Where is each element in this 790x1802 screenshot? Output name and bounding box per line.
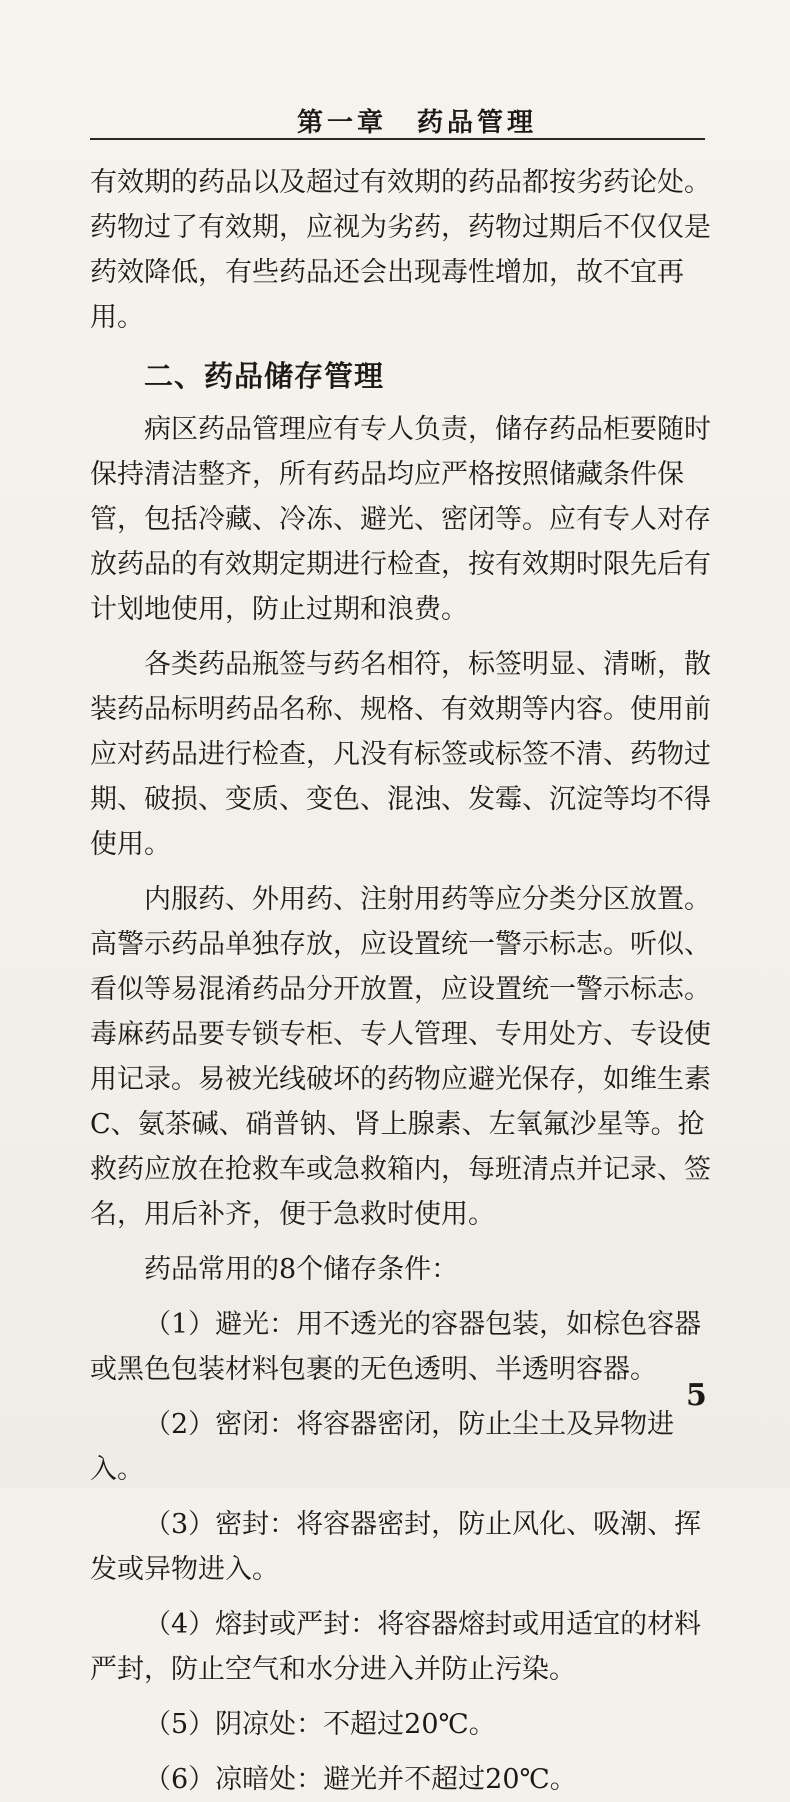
paragraph-ward-management: 病区药品管理应有专人负责，储存药品柜要随时保持清洁整齐，所有药品均应严格按照储藏条件保管，包括冷藏、冷冻、避光、密闭等。应有专人对存放药品的有效期定期进行检查，按有效期时限先后有计划地使用，防止过期和浪费。 [90, 414, 711, 625]
condition-item-1: （1）避光：用不透光的容器包装，如棕色容器或黑色包装材料包裹的无色透明、半透明容器。 [90, 1309, 702, 1385]
condition-item-6: （6）凉暗处：避光并不超过20℃。 [144, 1764, 577, 1795]
paragraph-classification: 内服药、外用药、注射用药等应分类分区放置。高警示药品单独存放，应设置统一警示标志。听似、看似等易混淆药品分开放置，应设置统一警示标志。毒麻药品要专锁专柜、专人管理、专用处方、专设使用记录。易被光线破坏的药物应避光保存，如维生素C、氨茶碱、硝普钠、肾上腺素、左氧氟沙星等。抢救药应放在抢救车或急救箱内，每班清点并记录、签名，用后补齐，便于急救时使用。 [90, 884, 711, 1230]
condition-item-5: （5）阴凉处：不超过20℃。 [144, 1709, 496, 1740]
body-text [90, 160, 720, 1802]
header-rule [90, 138, 705, 140]
condition-item-3: （3）密封：将容器密封，防止风化、吸潮、挥发或异物进入。 [90, 1509, 702, 1585]
section-heading: 二、药品储存管理 [144, 359, 385, 393]
condition-item-4: （4）熔封或严封：将容器熔封或用适宜的材料严封，防止空气和水分进入并防止污染。 [90, 1609, 702, 1685]
paragraph-storage-intro: 药品常用的8个储存条件： [144, 1254, 459, 1285]
paragraph-expiry: 有效期的药品以及超过有效期的药品都按劣药论处。药物过了有效期，应视为劣药，药物过期后不仅仅是药效降低，有些药品还会出现毒性增加，故不宜再用。 [90, 167, 711, 333]
condition-item-2: （2）密闭：将容器密闭，防止尘土及异物进入。 [90, 1409, 675, 1485]
page-number: 5 [686, 1378, 707, 1413]
paragraph-labels: 各类药品瓶签与药名相符，标签明显、清晰，散装药品标明药品名称、规格、有效期等内容。使用前应对药品进行检查，凡没有标签或标签不清、药物过期、破损、变质、变色、混浊、发霉、沉淀等均不得使用。 [90, 649, 711, 860]
running-head-chapter-title: 第一章 药品管理 [297, 108, 538, 138]
